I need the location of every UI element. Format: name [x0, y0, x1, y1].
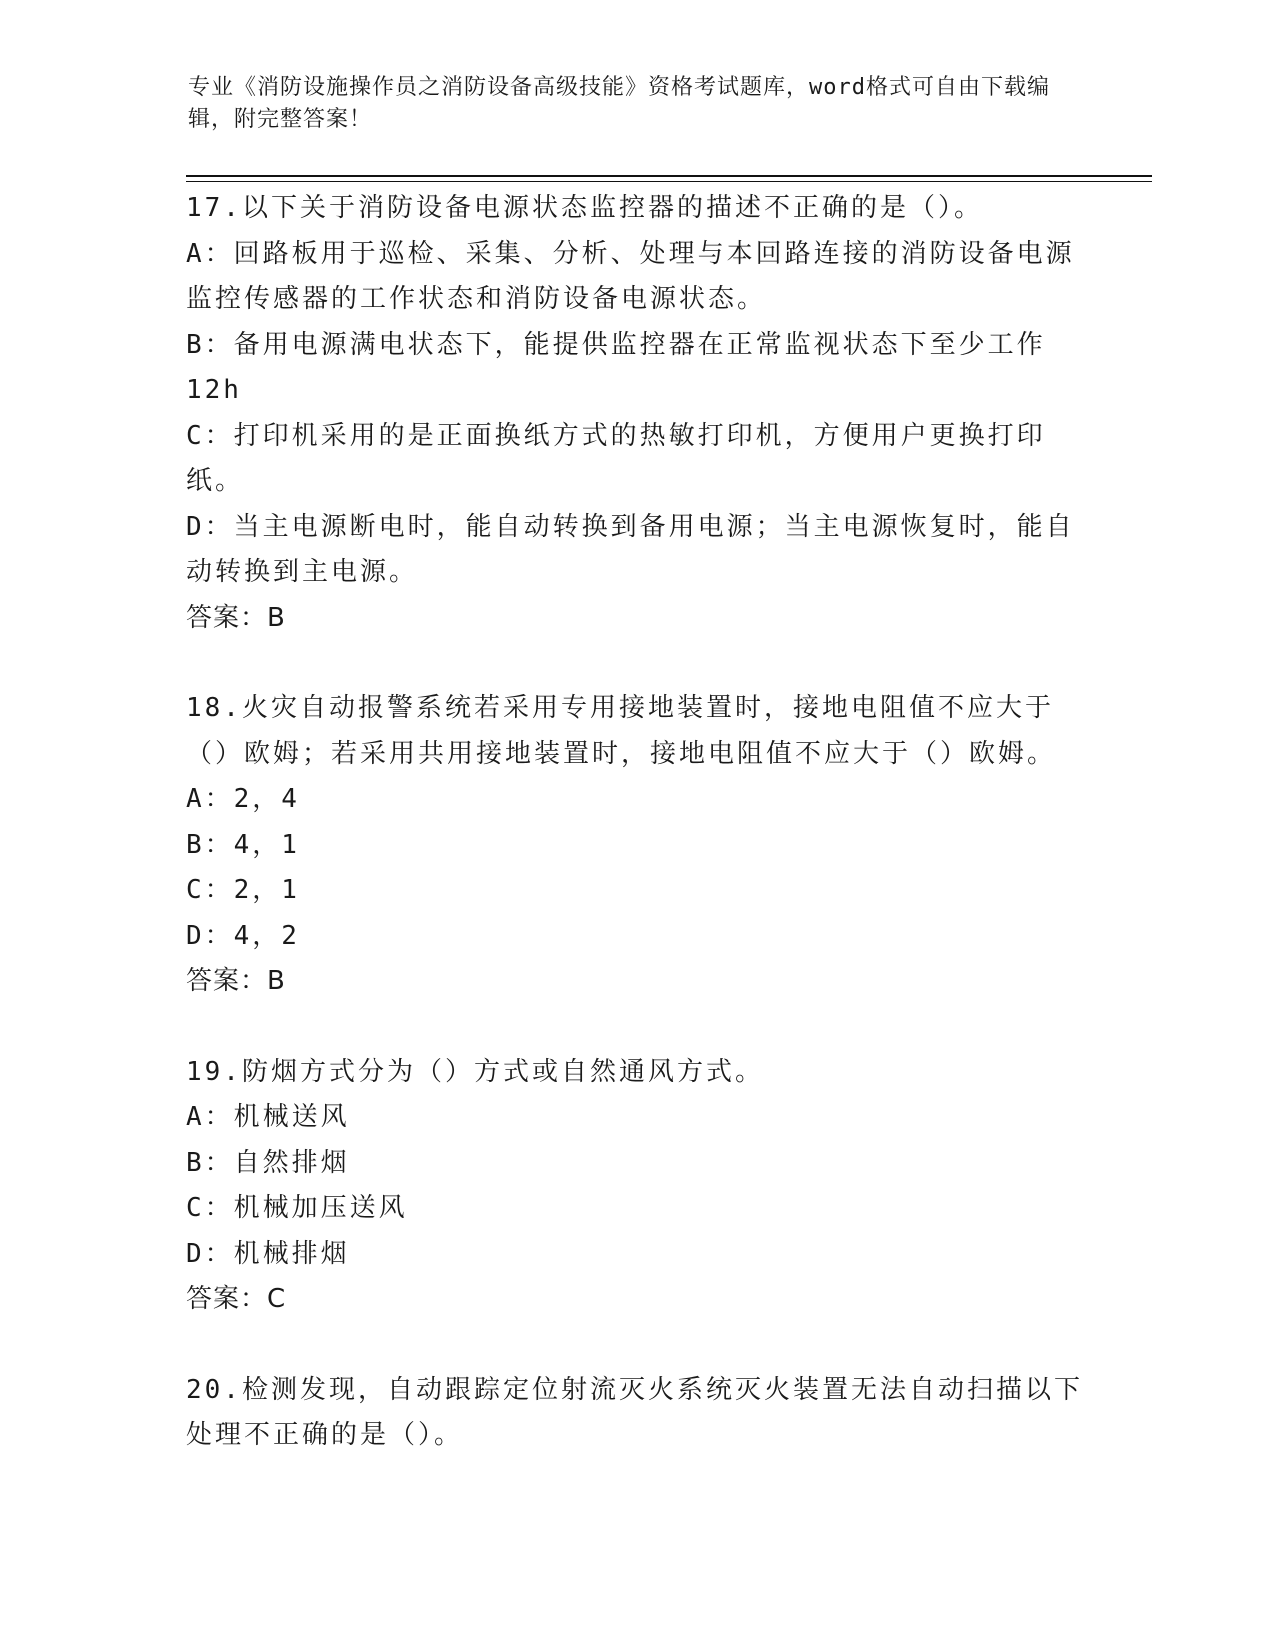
answer: 答案：B — [186, 966, 286, 996]
option-b: B：4，1 — [186, 829, 300, 860]
option-a: A：2，4 — [186, 784, 300, 814]
header-divider-thin — [186, 181, 1152, 182]
option-c: C：打印机采用的是正面换纸方式的热敏打印机，方便用户更换打印纸。 — [186, 420, 1046, 496]
question-18 — [186, 686, 1086, 1005]
option-c: C：2，1 — [186, 875, 300, 905]
option-b: B：自然排烟 — [186, 1147, 350, 1178]
question-17 — [186, 186, 1086, 641]
header-text: 专业《消防设施操作员之消防设备高级技能》资格考试题库，word格式可自由下载编辑，附完整答案！ — [188, 75, 1050, 132]
option-d: D：机械排烟 — [186, 1238, 350, 1269]
question-stem: 18.火灾自动报警系统若采用专用接地装置时，接地电阻值不应大于（）欧姆；若采用共用接地装置时，接地电阻值不应大于（）欧姆。 — [186, 693, 1057, 769]
answer: 答案：B — [186, 602, 286, 633]
question-list — [186, 186, 1086, 1459]
option-d: D：4，2 — [186, 920, 300, 951]
option-d: D：当主电源断电时，能自动转换到备用电源；当主电源恢复时，能自动转换到主电源。 — [186, 511, 1075, 587]
question-stem: 19.防烟方式分为（）方式或自然通风方式。 — [186, 1056, 764, 1087]
question-stem: 17.以下关于消防设备电源状态监控器的描述不正确的是（）。 — [186, 193, 983, 223]
answer: 答案：C — [186, 1284, 287, 1314]
header-divider-thick — [186, 175, 1152, 177]
question-20 — [186, 1368, 1086, 1459]
option-a: A：回路板用于巡检、采集、分析、处理与本回路连接的消防设备电源监控传感器的工作状态和消防设备电源状态。 — [186, 238, 1075, 314]
option-a: A：机械送风 — [186, 1102, 350, 1132]
question-stem: 20.检测发现，自动跟踪定位射流灭火系统灭火装置无法自动扫描以下处理不正确的是（）。 — [186, 1374, 1083, 1450]
option-c: C：机械加压送风 — [186, 1193, 408, 1223]
option-b: B：备用电源满电状态下，能提供监控器在正常监视状态下至少工作12h — [186, 329, 1046, 405]
document-header — [188, 72, 1088, 136]
question-19 — [186, 1050, 1086, 1323]
